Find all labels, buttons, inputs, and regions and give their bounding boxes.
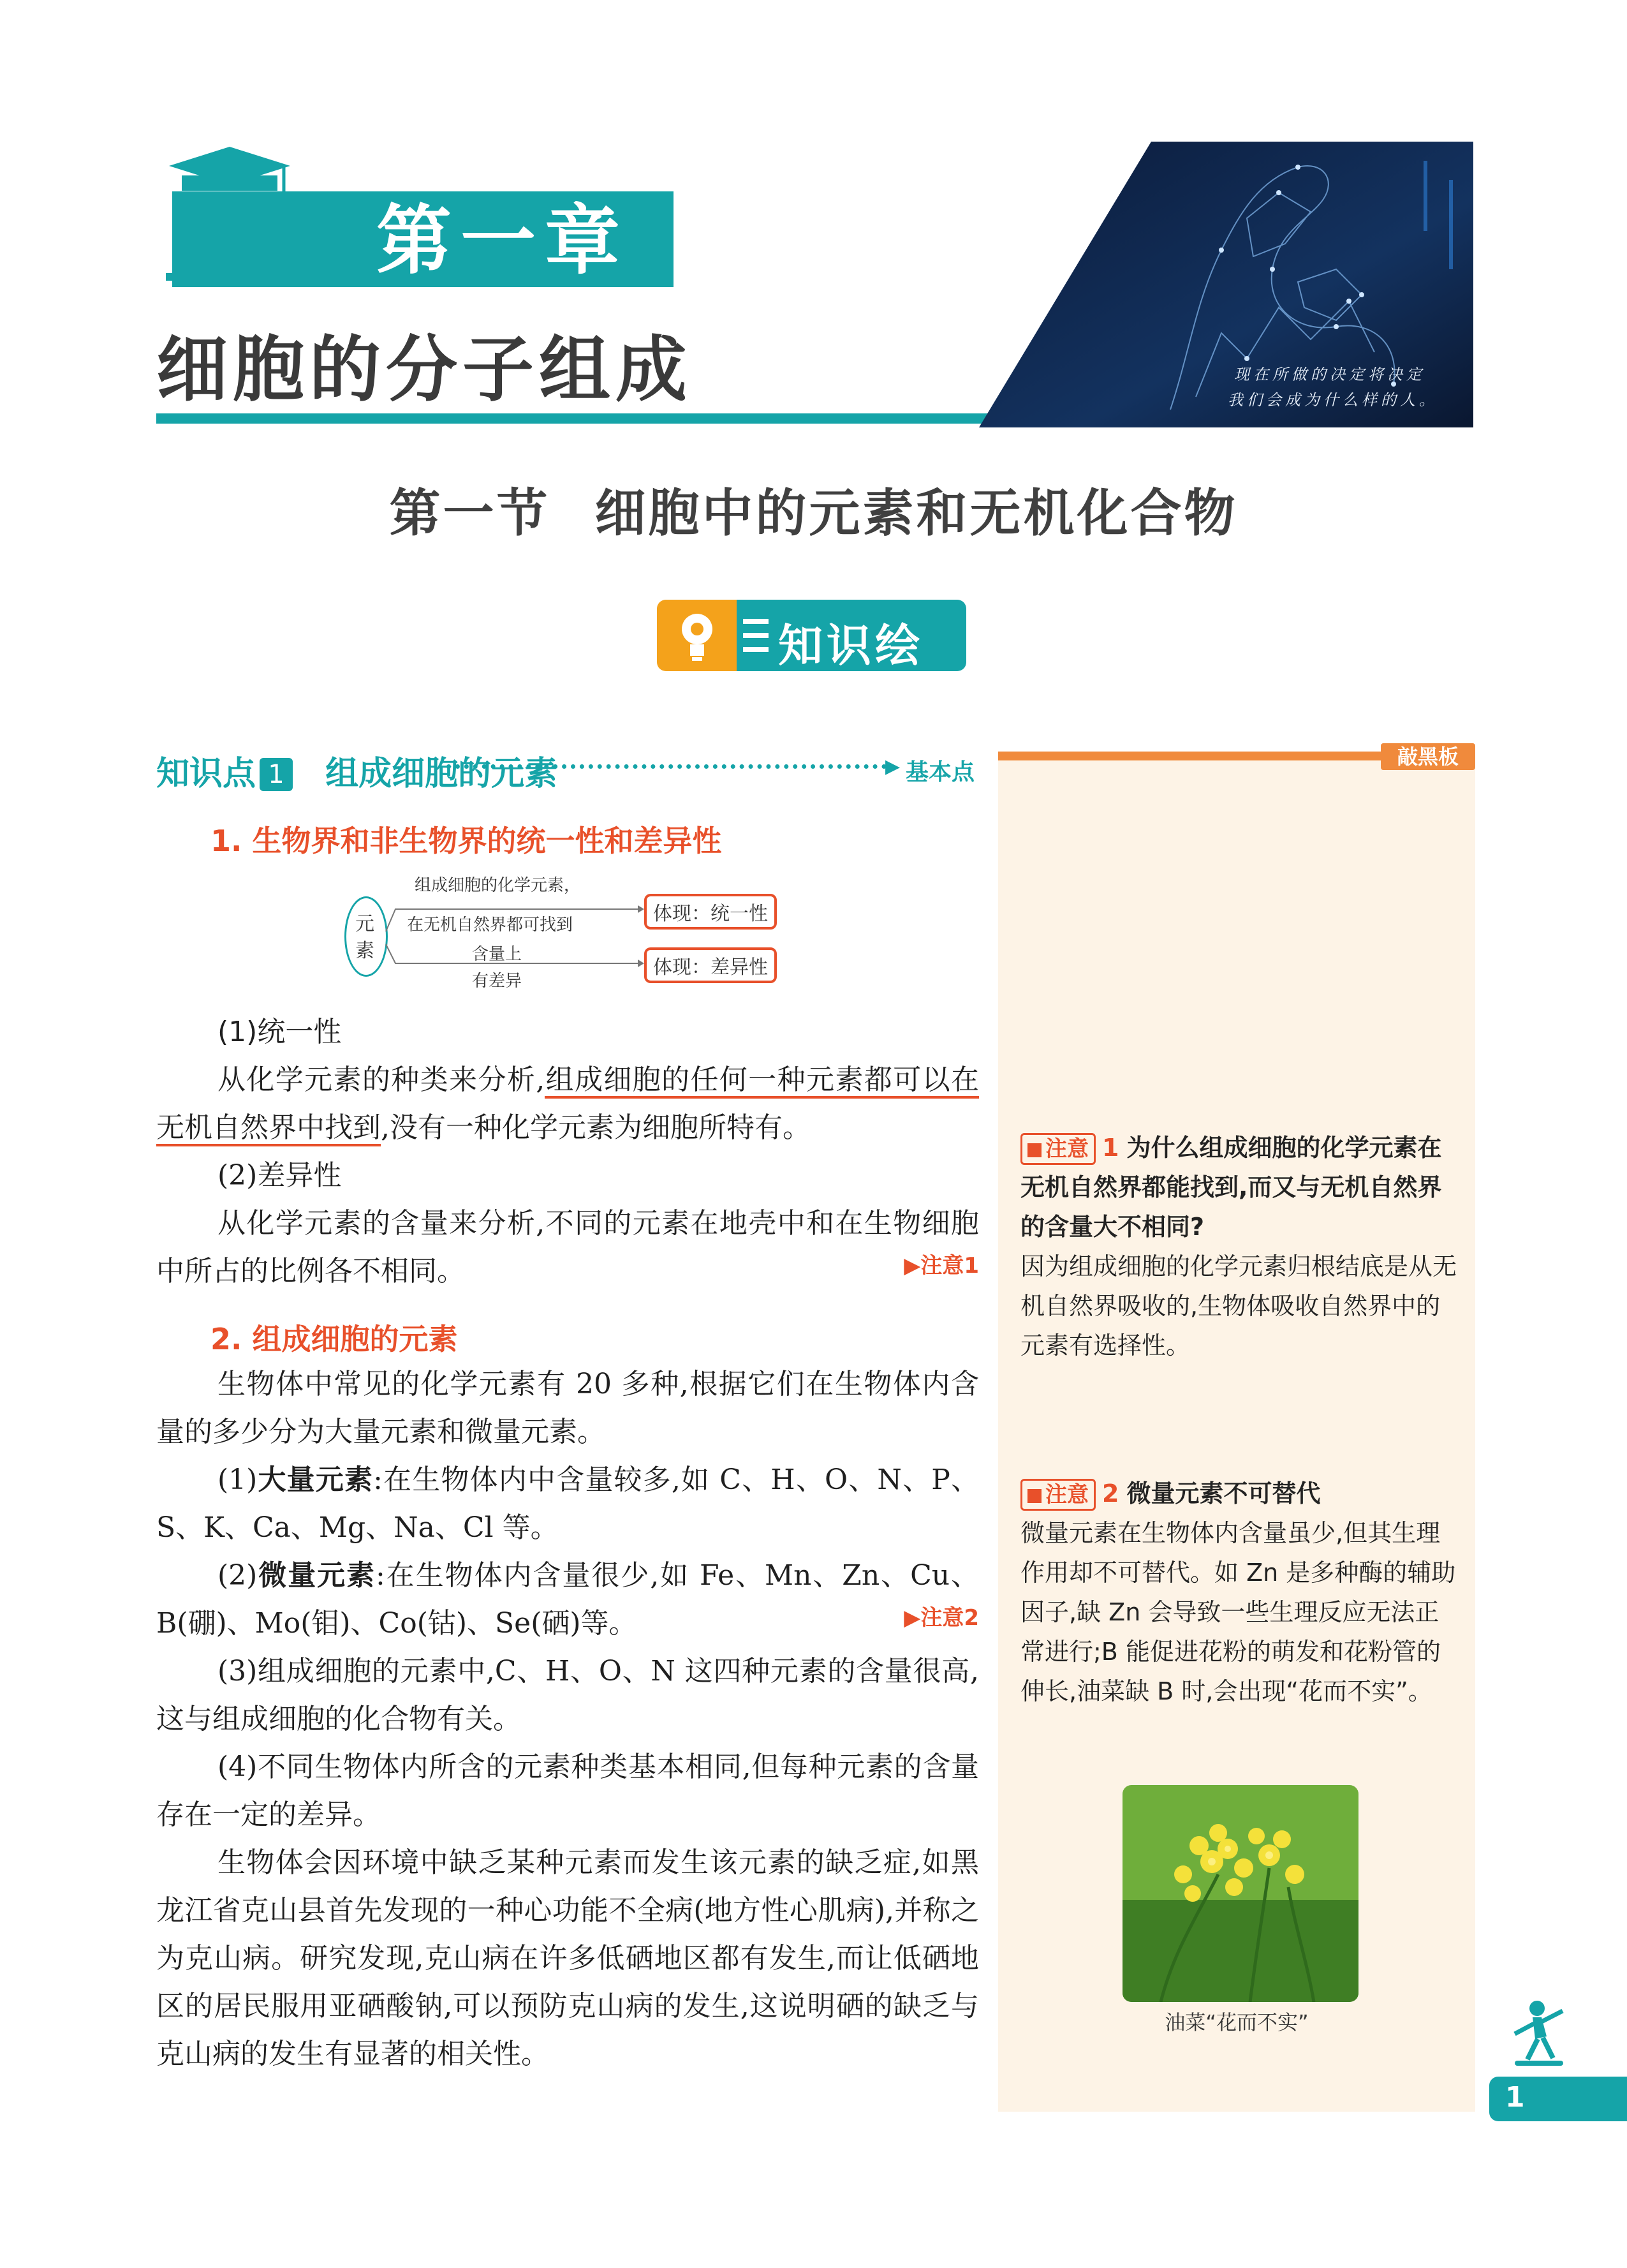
item2-term: 微量元素 [257,1559,376,1592]
section-title [0,472,1627,545]
item1-prefix: (1) [217,1464,258,1496]
diagram-top-line2: 在无机自然界都可找到 [407,915,573,935]
diagram-node-a: 元 [355,913,374,935]
unity-text-underlined: 组成细胞的任何一种元素都可以在无机自然界中找到 [156,1064,979,1146]
item3: (3)组成细胞的元素中,C、H、O、N 这四种元素的含量很高,这与组成细胞的化合物有关。 [156,1655,979,1735]
note-icon [1027,1489,1042,1503]
note-1-answer: 因为组成细胞的化学元素归根结底是从无机自然界吸收的,生物体吸收自然界中的元素有选择性。 [1020,1252,1457,1360]
kp-level: 基本点 [906,759,975,785]
diagram-bottom-line1: 含量上 [472,945,522,964]
unity-heading-text: (1)统一性 [217,1016,342,1048]
item4: (4)不同生物体内所含的元素种类基本相同,但每种元素的含量存在一定的差异。 [156,1751,979,1831]
note-2-tag [1020,1479,1096,1511]
item1-term: 大量元素 [257,1464,374,1496]
lightbulb-icon [675,609,719,665]
item2-text: :在生物体内含量很少,如 Fe、Mn、Zn、Cu、B(硼)、Mo(钼)、Co(钴)、Se(硒)等。 [156,1559,980,1640]
book-title: 细胞的分子组成 [156,329,692,411]
kp-number: 1 [260,758,293,791]
note-2-answer: 微量元素在生物体内含量虽少,但其生理作用却不可替代。如 Zn 是多种酶的辅助因子,缺 Zn 会导致一些生理反应无法正常进行;B 能促进花粉的萌发和花粉管的伸长,油菜缺 B 时,会出现“花而不实”。 [1020,1519,1456,1705]
title-underline [156,413,998,424]
sub1-title: 1. 生物界和非生物界的统一性和差异性 [210,824,722,858]
page-number: 1 [1505,2081,1525,2114]
unity-heading [156,1008,979,1056]
banner-title: 知识绘 [778,619,924,672]
major-elements-item [156,1456,979,1552]
note-icon [1027,1143,1042,1157]
kp-arrow-icon: ▶ [885,755,901,778]
item1-text: :在生物体内中含量较多,如 C、H、O、N、P、S、K、Ca、Mg、Na、Cl 等。 [156,1464,980,1544]
diagram-bottom-line2: 有差异 [472,972,522,991]
kp-title: 组成细胞的元素 [325,755,558,793]
photo-caption: 油菜“花而不实” [1165,2010,1309,2035]
element-diagram [344,871,791,1005]
knowledge-banner [657,600,966,671]
note-ref-1[interactable]: ▶注意1 [904,1253,979,1279]
chapter-title: 第一章 [376,196,629,285]
note-2-number: 2 [1102,1479,1119,1508]
diff-text: 从化学元素的含量来分析,不同的元素在地壳中和在生物细胞中所占的比例各不相同。 [156,1207,979,1287]
sidebar-tag: 敲黑板 [1381,743,1475,770]
diff-paragraph [156,1199,979,1295]
section-name: 细胞中的元素和无机化合物 [594,484,1238,543]
diagram-node-b: 素 [355,940,374,962]
rapeseed-photo [1123,1785,1358,2002]
hero-image [979,142,1473,427]
trace-elements-item [156,1552,979,1647]
unity-paragraph [156,1056,979,1152]
note-1-number: 1 [1102,1134,1119,1162]
section-number: 第一节 [389,484,550,543]
knowledge-point-heading [156,746,979,797]
diff-heading-text: (2)差异性 [217,1159,342,1192]
note-ref-2[interactable]: ▶注意2 [904,1605,979,1631]
kp-dotted-leader [446,764,887,769]
note-2-label: 注意 [1045,1482,1089,1508]
note-1 [1020,1128,1461,1365]
diff-heading [156,1152,979,1199]
sub1-body [156,1008,979,1295]
note-1-label: 注意 [1045,1136,1089,1162]
keshan-paragraph: 生物体会因环境中缺乏某种元素而发生该元素的缺乏症,如黑龙江省克山县首先发现的一种心功能不全病(地方性心肌病),并称之为克山病。研究发现,克山病在许多低硒地区都有发生,而让低硒地区的居民服用亚硒酸钠,可以预防克山病的发生,这说明硒的缺乏与克山病的发生有显著的相关性。 [156,1846,979,2070]
item2-prefix: (2) [217,1559,258,1592]
note-1-question: 为什么组成细胞的化学元素在无机自然界都能找到,而又与无机自然界的含量大不相同? [1020,1134,1442,1241]
diagram-box-difference: 体现：差异性 [644,947,777,983]
skateboarder-icon [1502,1997,1572,2076]
unity-text-b: ,没有一种化学元素为细胞所特有。 [381,1111,811,1144]
hero-caption-line1: 现在所做的决定将决定 [1234,366,1425,383]
note-2 [1020,1474,1461,1711]
note-1-tag [1020,1133,1096,1165]
diagram-box-unity: 体现：统一性 [644,894,777,930]
sub2-intro: 生物体中常见的化学元素有 20 多种,根据它们在生物体内含量的多少分为大量元素和微量元素。 [156,1368,979,1448]
note-2-question: 微量元素不可替代 [1126,1479,1321,1508]
sub2-title: 2. 组成细胞的元素 [210,1322,458,1356]
diagram-top-line1: 组成细胞的化学元素， [415,876,581,895]
kp-label: 知识点 [156,755,256,793]
hero-caption-line2: 我们会成为什么样的人。 [1228,391,1438,409]
banner-lines-icon [743,619,769,655]
unity-text-a: 从化学元素的种类来分析, [217,1064,545,1096]
sub2-body [156,1360,979,2078]
